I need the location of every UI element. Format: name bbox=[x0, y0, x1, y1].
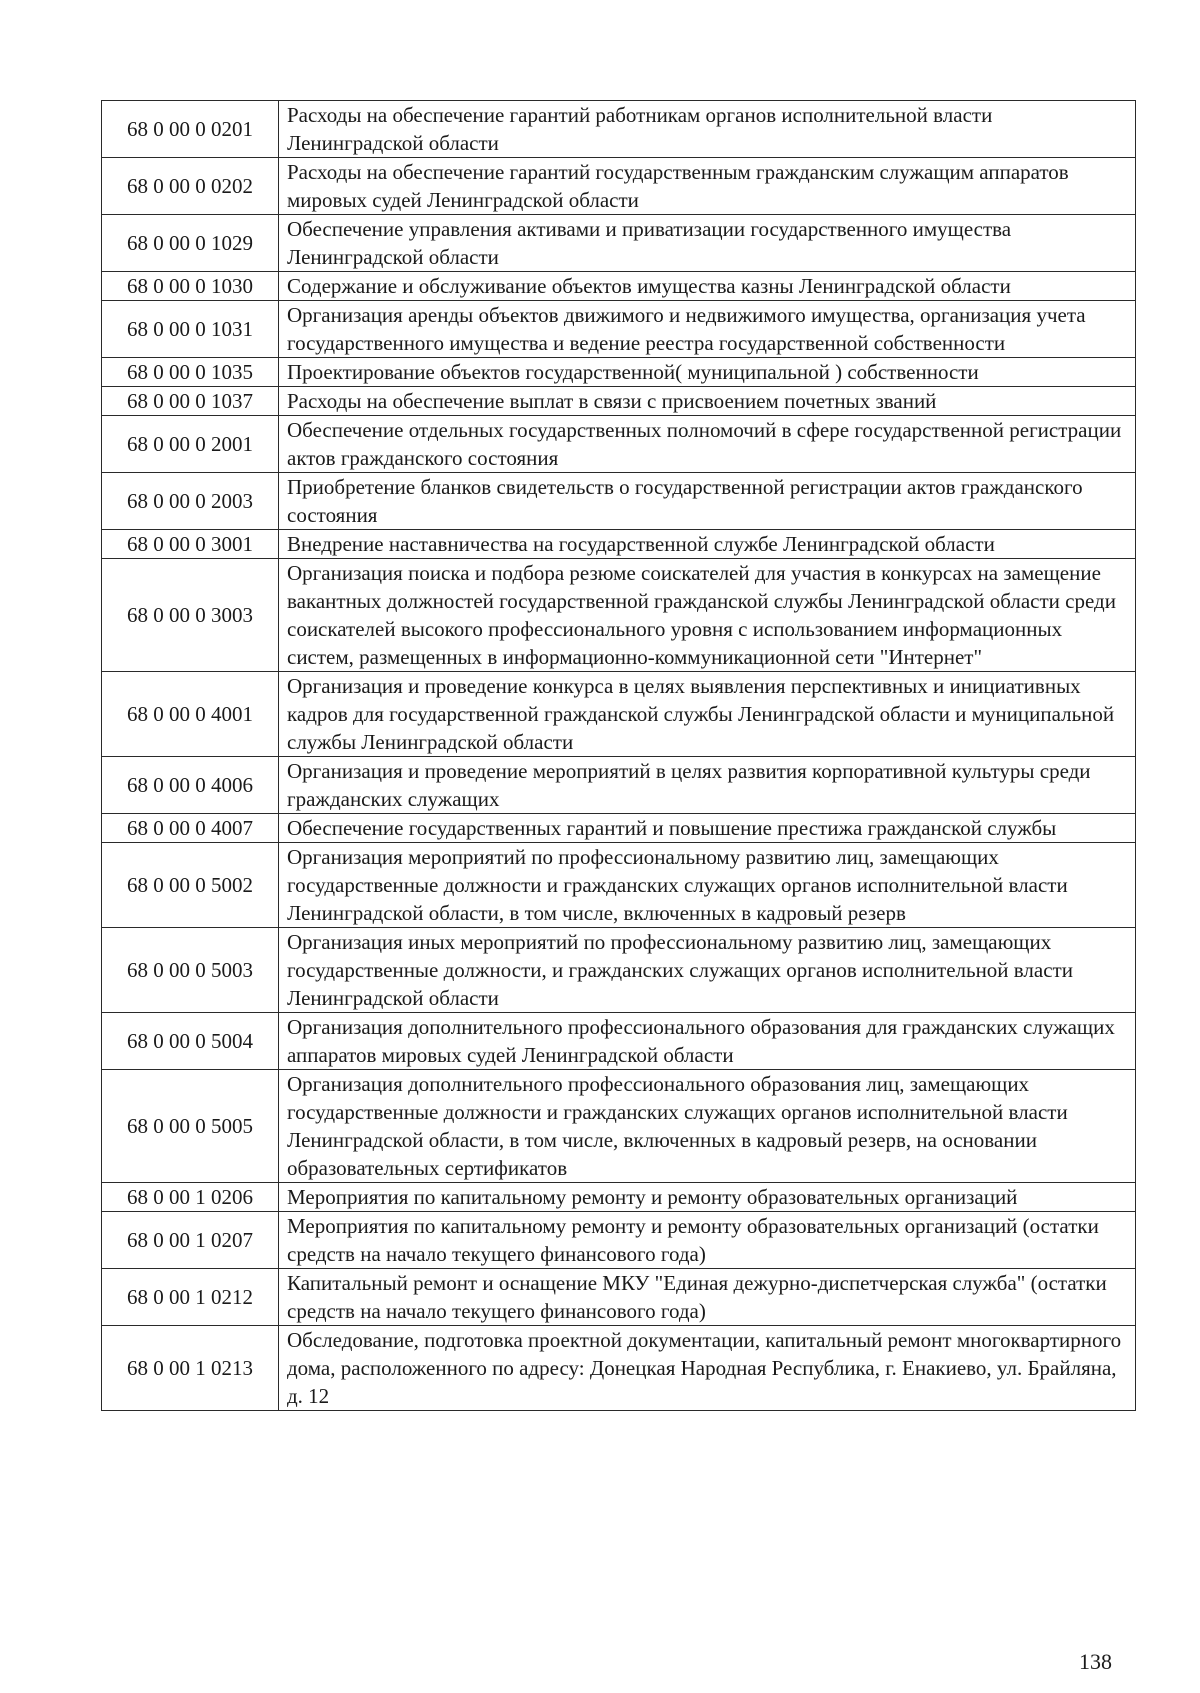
table-row bbox=[102, 1070, 1136, 1183]
row-code: 68 0 00 1 0206 bbox=[102, 1183, 279, 1212]
row-description: Обеспечение управления активами и приватизации государственного имущества Ленинградской области bbox=[279, 215, 1136, 272]
row-description: Расходы на обеспечение гарантий государственным гражданским служащим аппаратов мировых судей Ленинградской области bbox=[279, 158, 1136, 215]
table-row bbox=[102, 843, 1136, 928]
row-code: 68 0 00 0 0201 bbox=[102, 101, 279, 158]
row-description: Расходы на обеспечение гарантий работникам органов исполнительной власти Ленинградской области bbox=[279, 101, 1136, 158]
row-code: 68 0 00 1 0207 bbox=[102, 1212, 279, 1269]
row-description: Мероприятия по капитальному ремонту и ремонту образовательных организаций bbox=[279, 1183, 1136, 1212]
table-row bbox=[102, 1183, 1136, 1212]
row-code: 68 0 00 0 1029 bbox=[102, 215, 279, 272]
row-description: Организация поиска и подбора резюме соискателей для участия в конкурсах на замещение вакантных должностей государственной гражданской службы Ленинградской области среди соискателей высокого профессионального уровня с использованием информационных систем, размещенных в информационно-коммуникационной сети "Интернет" bbox=[279, 559, 1136, 672]
table-row bbox=[102, 672, 1136, 757]
table-row bbox=[102, 358, 1136, 387]
table-row bbox=[102, 416, 1136, 473]
row-code: 68 0 00 0 4007 bbox=[102, 814, 279, 843]
table-body bbox=[102, 101, 1136, 1411]
table-row bbox=[102, 301, 1136, 358]
row-code: 68 0 00 0 5004 bbox=[102, 1013, 279, 1070]
row-code: 68 0 00 1 0213 bbox=[102, 1326, 279, 1411]
table-row bbox=[102, 757, 1136, 814]
row-description: Организация дополнительного профессионального образования лиц, замещающих государственные должности и гражданских служащих органов исполнительной власти Ленинградской области, в том числе, включенных в кадровый резерв, на основании образовательных сертификатов bbox=[279, 1070, 1136, 1183]
row-code: 68 0 00 0 2001 bbox=[102, 416, 279, 473]
row-description: Организация и проведение конкурса в целях выявления перспективных и инициативных кадров для государственной гражданской службы Ленинградской области и муниципальной службы Ленинградской области bbox=[279, 672, 1136, 757]
row-description: Расходы на обеспечение выплат в связи с присвоением почетных званий bbox=[279, 387, 1136, 416]
table-row bbox=[102, 158, 1136, 215]
table-row bbox=[102, 559, 1136, 672]
row-code: 68 0 00 0 4006 bbox=[102, 757, 279, 814]
table-row bbox=[102, 928, 1136, 1013]
row-code: 68 0 00 0 5005 bbox=[102, 1070, 279, 1183]
row-description: Внедрение наставничества на государственной службе Ленинградской области bbox=[279, 530, 1136, 559]
table-row bbox=[102, 1326, 1136, 1411]
row-code: 68 0 00 0 2003 bbox=[102, 473, 279, 530]
row-code: 68 0 00 0 3003 bbox=[102, 559, 279, 672]
row-description: Содержание и обслуживание объектов имущества казны Ленинградской области bbox=[279, 272, 1136, 301]
table-row bbox=[102, 473, 1136, 530]
page-number: 138 bbox=[1079, 1649, 1112, 1674]
row-description: Приобретение бланков свидетельств о государственной регистрации актов гражданского состояния bbox=[279, 473, 1136, 530]
table-row bbox=[102, 387, 1136, 416]
row-description: Обследование, подготовка проектной документации, капитальный ремонт многоквартирного дома, расположенного по адресу: Донецкая Народная Республика, г. Енакиево, ул. Брайляна, д. 12 bbox=[279, 1326, 1136, 1411]
budget-codes-table bbox=[101, 100, 1136, 1411]
row-description: Организация аренды объектов движимого и недвижимого имущества, организация учета государственного имущества и ведение реестра государственной собственности bbox=[279, 301, 1136, 358]
row-code: 68 0 00 1 0212 bbox=[102, 1269, 279, 1326]
row-description: Организация дополнительного профессионального образования для гражданских служащих аппаратов мировых судей Ленинградской области bbox=[279, 1013, 1136, 1070]
row-code: 68 0 00 0 1031 bbox=[102, 301, 279, 358]
table-row bbox=[102, 215, 1136, 272]
row-code: 68 0 00 0 4001 bbox=[102, 672, 279, 757]
table-row bbox=[102, 101, 1136, 158]
row-code: 68 0 00 0 1037 bbox=[102, 387, 279, 416]
row-description: Проектирование объектов государственной( муниципальной ) собственности bbox=[279, 358, 1136, 387]
table-row bbox=[102, 530, 1136, 559]
row-code: 68 0 00 0 3001 bbox=[102, 530, 279, 559]
row-code: 68 0 00 0 5003 bbox=[102, 928, 279, 1013]
row-code: 68 0 00 0 1030 bbox=[102, 272, 279, 301]
row-code: 68 0 00 0 0202 bbox=[102, 158, 279, 215]
row-description: Организация и проведение мероприятий в целях развития корпоративной культуры среди гражданских служащих bbox=[279, 757, 1136, 814]
table-row bbox=[102, 1212, 1136, 1269]
row-description: Обеспечение отдельных государственных полномочий в сфере государственной регистрации актов гражданского состояния bbox=[279, 416, 1136, 473]
table-row bbox=[102, 1013, 1136, 1070]
table-row bbox=[102, 272, 1136, 301]
row-description: Организация иных мероприятий по профессиональному развитию лиц, замещающих государственные должности, и гражданских служащих органов исполнительной власти Ленинградской области bbox=[279, 928, 1136, 1013]
table-row bbox=[102, 814, 1136, 843]
table-row bbox=[102, 1269, 1136, 1326]
row-description: Организация мероприятий по профессиональному развитию лиц, замещающих государственные должности и гражданских служащих органов исполнительной власти Ленинградской области, в том числе, включенных в кадровый резерв bbox=[279, 843, 1136, 928]
row-description: Капитальный ремонт и оснащение МКУ "Единая дежурно-диспетчерская служба" (остатки средств на начало текущего финансового года) bbox=[279, 1269, 1136, 1326]
row-description: Обеспечение государственных гарантий и повышение престижа гражданской службы bbox=[279, 814, 1136, 843]
row-code: 68 0 00 0 1035 bbox=[102, 358, 279, 387]
row-description: Мероприятия по капитальному ремонту и ремонту образовательных организаций (остатки средств на начало текущего финансового года) bbox=[279, 1212, 1136, 1269]
row-code: 68 0 00 0 5002 bbox=[102, 843, 279, 928]
